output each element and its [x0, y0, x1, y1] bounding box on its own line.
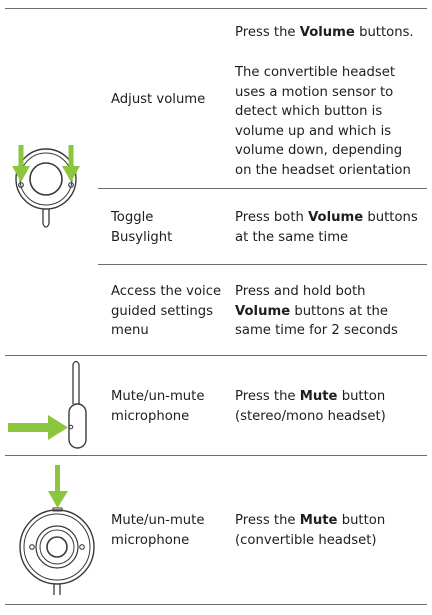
- table-top-rule: [5, 8, 427, 9]
- function-mute-microphone-stereo: Mute/un-mute microphone: [111, 389, 205, 424]
- mic-boom-mute-icon: [6, 360, 98, 450]
- row-divider-1: [98, 188, 427, 189]
- action-text-pre: Press the: [235, 513, 300, 528]
- action-adjust-volume: [235, 23, 420, 43]
- function-voice-settings-menu: Access the voice guided settings menu: [111, 284, 222, 338]
- action-text-bold: Mute: [299, 513, 338, 528]
- action-text-bold: Volume: [299, 25, 355, 40]
- action-text-pre: Press the: [235, 25, 300, 40]
- earcup-volume-buttons-icon: [8, 138, 98, 234]
- function-toggle-busylight: Toggle Busylight: [111, 210, 173, 245]
- function-adjust-volume: Adjust volume: [111, 92, 206, 107]
- action-note-motion-sensor: The convertible headset uses a motion sensor to detect which button is volume up and which is volume down, depending on the headset orientation: [235, 65, 411, 178]
- table-bottom-rule: [5, 604, 427, 605]
- action-mute-microphone-convertible: [235, 511, 410, 550]
- action-text-bold: Volume: [235, 303, 291, 319]
- action-text-post: buttons.: [354, 25, 414, 40]
- earcup-mute-button-icon: [8, 462, 98, 600]
- action-voice-settings-menu: [235, 282, 415, 341]
- function-mute-microphone-convertible: Mute/un-mute microphone: [111, 513, 205, 548]
- action-mute-microphone-stereo: [235, 387, 410, 426]
- action-text-post: buttons at the same time: [235, 210, 418, 245]
- action-text-bold: Volume: [308, 210, 364, 225]
- row-divider-3: [5, 355, 427, 356]
- action-text-pre: Press both: [235, 210, 309, 225]
- action-toggle-busylight: [235, 208, 430, 247]
- action-text-pre: Press and hold both: [235, 284, 366, 299]
- action-text-post: button (convertible headset): [235, 513, 386, 548]
- row-divider-4: [5, 455, 427, 456]
- action-text-post: buttons at the same time for 2 seconds: [235, 303, 398, 338]
- action-text-pre: Press the: [235, 389, 300, 404]
- row-divider-2: [98, 264, 427, 265]
- action-text-bold: Mute: [299, 389, 338, 404]
- action-text-post: button (stereo/mono headset): [235, 389, 386, 424]
